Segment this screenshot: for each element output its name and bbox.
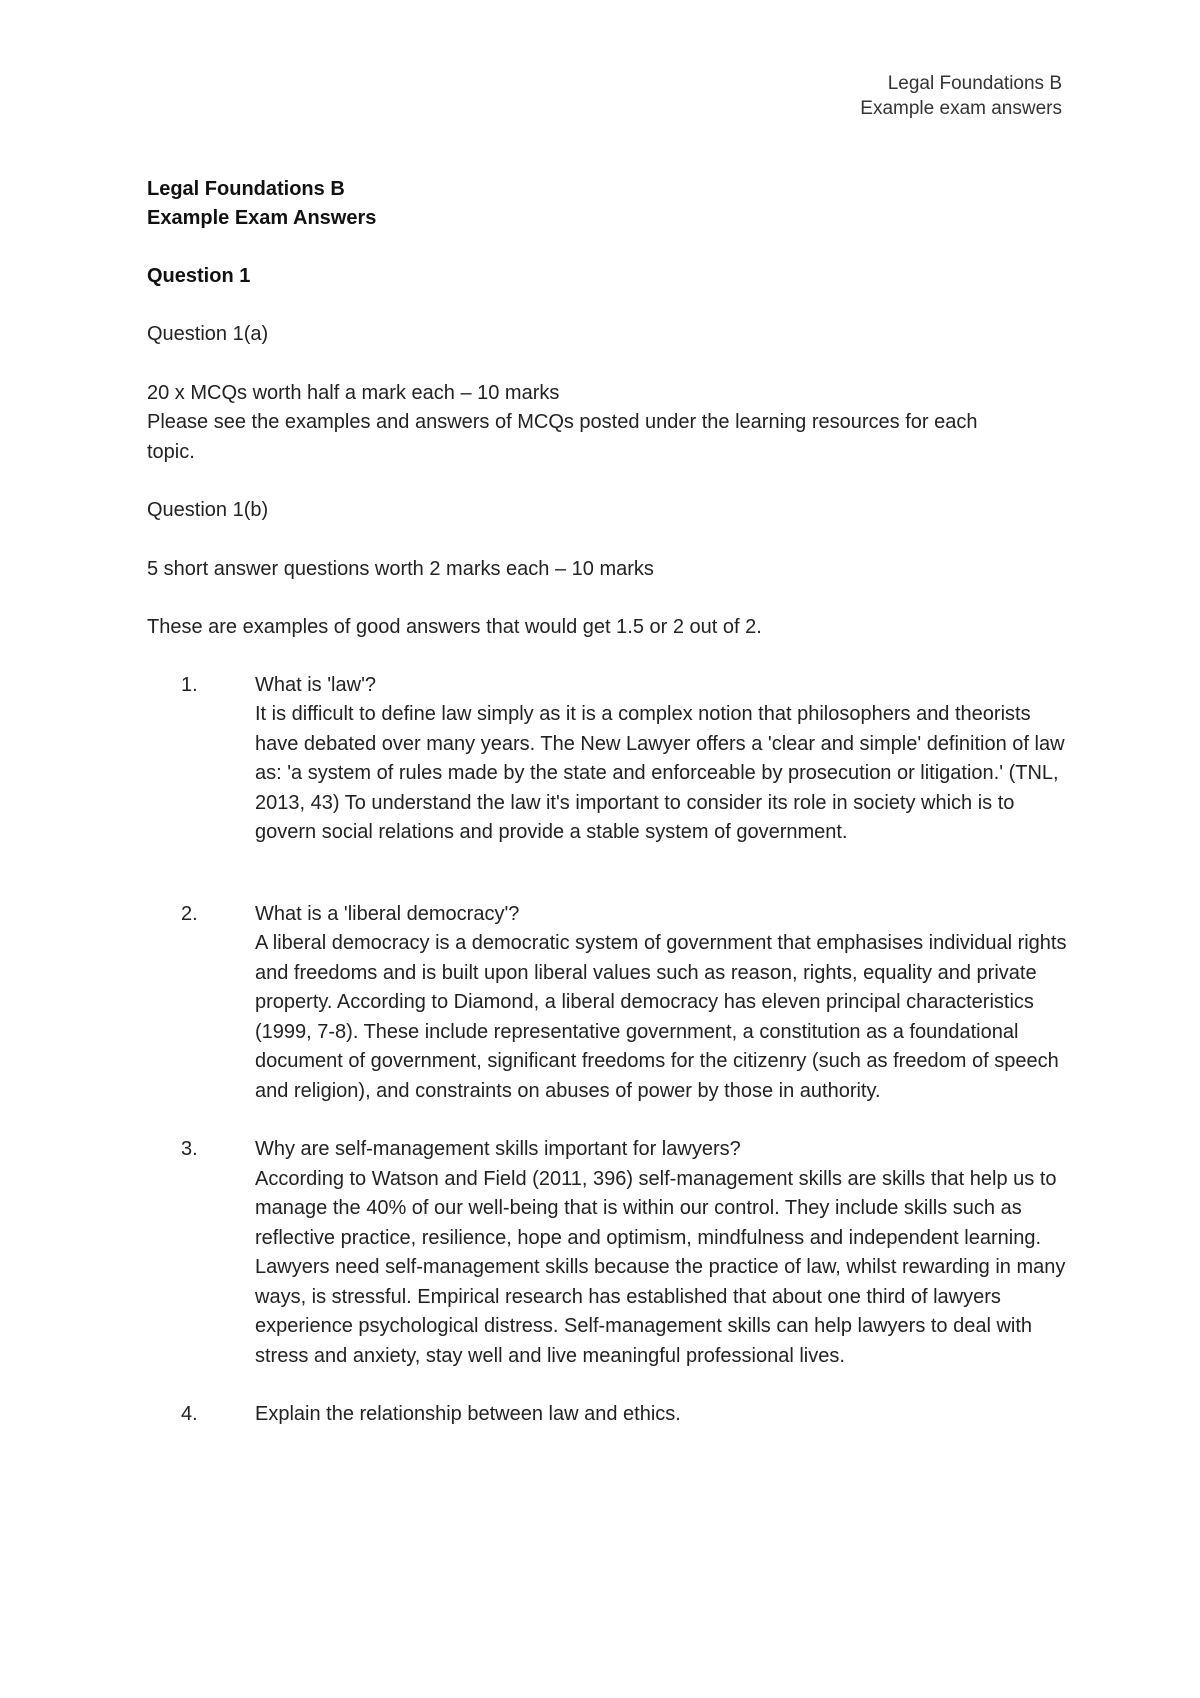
question-1a-marks: 20 x MCQs worth half a mark each – 10 marks — [147, 381, 560, 404]
question-1b-intro: These are examples of good answers that would get 1.5 or 2 out of 2. — [147, 616, 762, 638]
running-header — [860, 71, 1062, 121]
document-body — [147, 175, 1067, 1430]
list-item — [147, 1135, 1067, 1371]
question-1b-label: Question 1(b) — [147, 499, 269, 521]
list-item — [147, 900, 1067, 1107]
list-item-answer: A liberal democracy is a democratic system of government that emphasises individual rights and freedoms and is built upon liberal values such as reason, rights, equality and private property. According to Diamond, a liberal democracy has eleven principal characteristics (1999, 7-8). These include representative government, a constitution as a foundational document of government, significant freedoms for the citizenry (such as freedom of speech and religion), and constraints on abuses of power by those in authority. — [255, 932, 1067, 1102]
list-item-question: Why are self-management skills important for lawyers? — [255, 1138, 741, 1160]
answers-list — [147, 671, 1067, 1430]
document-subtitle: Example Exam Answers — [147, 207, 377, 229]
running-header-doc: Example exam answers — [860, 98, 1062, 119]
question-1a-note: Please see the examples and answers of MCQs posted under the learning resources for each topic. — [147, 411, 978, 463]
list-item — [147, 671, 1067, 848]
list-item-number: 3. — [181, 1138, 198, 1160]
list-item-number: 4. — [181, 1403, 198, 1425]
list-item-question: What is 'law'? — [255, 673, 377, 696]
list-item-question: What is a 'liberal democracy'? — [255, 902, 520, 925]
list-item — [147, 1400, 1067, 1430]
question-1-heading: Question 1 — [147, 265, 251, 287]
question-1b-marks: 5 short answer questions worth 2 marks each – 10 marks — [147, 557, 654, 580]
list-item-answer: It is difficult to define law simply as it is a complex notion that philosophers and theorists have debated over many years. The New Lawyer offers a 'clear and simple' definition of law as: 'a system of rules made by the state and enforceable by prosecution or litigation.' (TNL, 2013, 43) To understand the law it's important to consider its role in society which is to govern social relations and provide a stable system of government. — [255, 703, 1065, 843]
list-item-number: 1. — [181, 673, 198, 696]
list-item-number: 2. — [181, 902, 198, 925]
running-header-course: Legal Foundations B — [887, 73, 1062, 94]
question-1a-label: Question 1(a) — [147, 323, 269, 345]
list-item-question: Explain the relationship between law and ethics. — [255, 1403, 681, 1425]
document-title: Legal Foundations B — [147, 178, 345, 200]
list-item-answer: According to Watson and Field (2011, 396) self-management skills are skills that help us to manage the 40% of our well-being that is within our control. They include skills such as reflective practice, resilience, hope and optimism, mindfulness and independent learning. Lawyers need self-management skills because the practice of law, whilst rewarding in many ways, is stressful. Empirical research has established that about one third of lawyers experience psychological distress. Self-management skills can help lawyers to deal with stress and anxiety, stay well and live meaningful professional lives. — [255, 1167, 1066, 1367]
